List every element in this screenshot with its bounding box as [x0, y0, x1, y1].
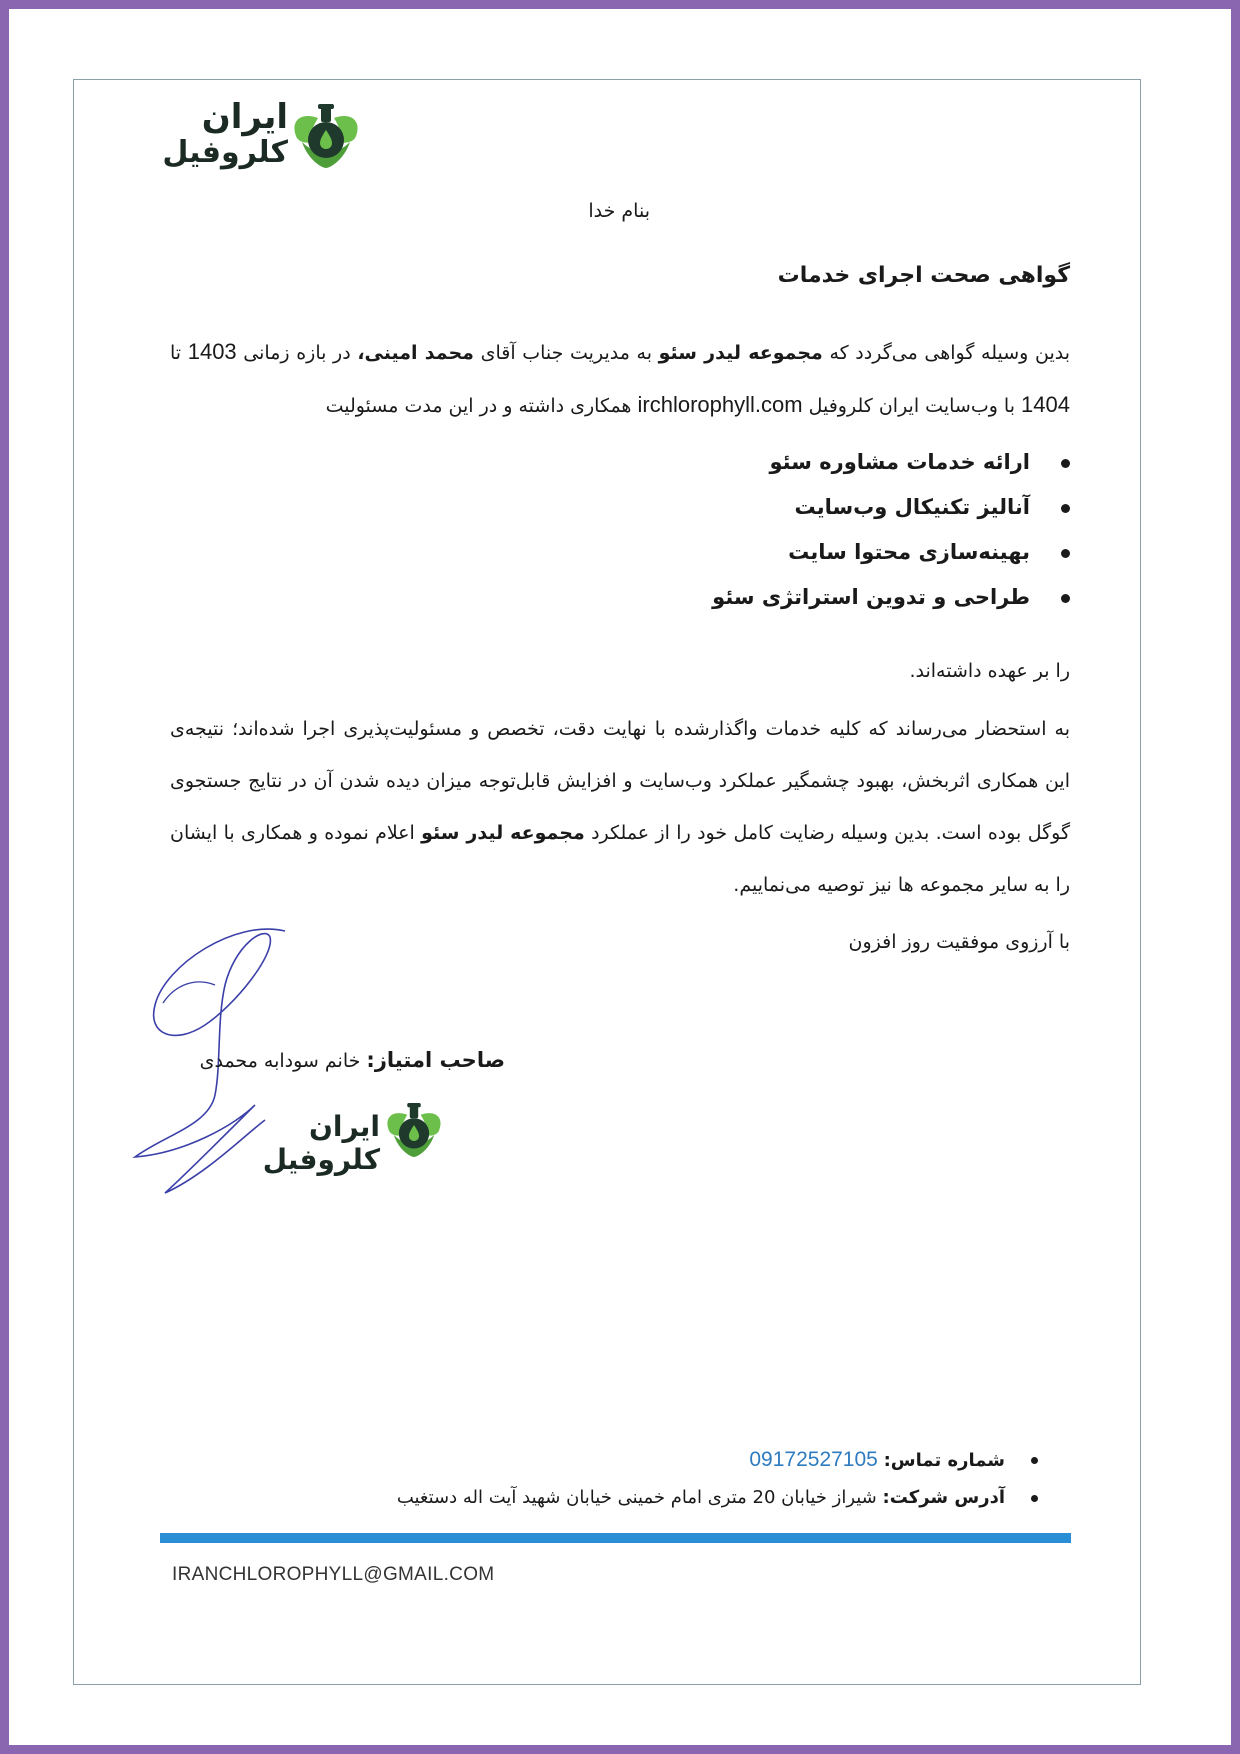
bullet-icon: [1061, 459, 1070, 468]
phone-number[interactable]: 09172527105: [749, 1448, 878, 1471]
license-holder: [105, 1048, 505, 1072]
footer-email[interactable]: IRANCHLOROPHYLL@GMAIL.COM: [172, 1564, 495, 1585]
holder-name: خانم سودابه محمدی: [199, 1050, 361, 1072]
logo-wordmark-bottom: ایران کلروفیل: [262, 1110, 380, 1176]
leaf-flask-icon: [288, 98, 364, 174]
intro-text-4: تا: [170, 342, 188, 364]
list-item: [370, 575, 1070, 620]
service-label: طراحی و تدوین استراتژی سئو: [712, 585, 1030, 609]
intro-text-1: بدین وسیله گواهی می‌گردد که: [822, 342, 1070, 364]
company-logo-bottom: [190, 1098, 450, 1176]
bullet-icon: [1031, 1457, 1038, 1464]
bullet-icon: [1061, 594, 1070, 603]
address-label: آدرس شرکت:: [882, 1487, 1005, 1508]
year-start: 1403: [187, 339, 237, 364]
leaf-flask-icon: [382, 1098, 446, 1162]
services-list: [370, 440, 1070, 620]
holder-label: صاحب امتیاز:: [366, 1048, 505, 1072]
company-logo-top: [158, 92, 368, 182]
agency-name: مجموعه لیدر سئو: [658, 342, 823, 364]
closing-line: با آرزوی موفقیت روز افزون: [848, 931, 1070, 953]
salutation: بنام خدا: [588, 200, 650, 222]
list-item: [370, 440, 1070, 485]
bullet-icon: [1061, 549, 1070, 558]
contact-phone-row: [305, 1442, 1005, 1479]
letter-title: گواهی صحت اجرای خدمات: [777, 263, 1070, 288]
intro-paragraph: [170, 326, 1070, 432]
service-label: بهینه‌سازی محتوا سایت: [788, 540, 1030, 564]
intro-text-2: به مدیریت جناب آقای: [473, 342, 659, 364]
body-paragraph: [170, 703, 1070, 911]
body-text-1: به استحضار می‌رساند که کلیه خدمات واگذارشده با نهایت دقت، تخصص و مسئولیت‌پذیری اجرا شده‌اند؛ نتیجه‌ی این همکاری اثربخش، بهبود چشمگیر عملکرد وب‌سایت و افزایش قابل‌توجه میزان دیده شدن آن در نتایج جستجوی گوگل بوده است. بدین وسیله رضایت کامل خود را از عملکرد: [170, 718, 1070, 844]
body-text-2: اعلام نموده و همکاری با ایشان را به سایر مجموعه ها نیز توصیه می‌نماییم.: [170, 822, 1070, 896]
logo-line-2: کلروفیل: [162, 135, 288, 170]
logo-line-1: ایران: [201, 97, 288, 137]
intro-text-3: در بازه زمانی: [236, 342, 358, 364]
year-end: 1404: [1021, 392, 1070, 417]
list-item: [370, 530, 1070, 575]
service-label: ارائه خدمات مشاوره سئو: [769, 450, 1030, 474]
manager-name: محمد امینی،: [357, 342, 474, 364]
phone-label: شماره تماس:: [883, 1450, 1005, 1471]
service-label: آنالیز تکنیکال وب‌سایت: [794, 495, 1030, 519]
bullet-icon: [1061, 504, 1070, 513]
footer-divider: [160, 1533, 1071, 1543]
address-text: شیراز خیابان 20 متری امام خمینی خیابان شهید آیت اله دستغیب: [396, 1487, 877, 1508]
responsibility-sentence: را بر عهده داشته‌اند.: [909, 660, 1070, 682]
intro-text-5: با وب‌سایت ایران کلروفیل: [802, 395, 1022, 417]
logo-wordmark: [158, 98, 288, 170]
bullet-icon: [1031, 1495, 1038, 1502]
list-item: [370, 485, 1070, 530]
contact-address-row: [305, 1480, 1005, 1516]
agency-name-2: مجموعه لیدر سئو: [421, 822, 585, 844]
website-domain: irchlorophyll.com: [637, 392, 803, 417]
intro-text-6: همکاری داشته و در این مدت مسئولیت: [325, 395, 638, 417]
